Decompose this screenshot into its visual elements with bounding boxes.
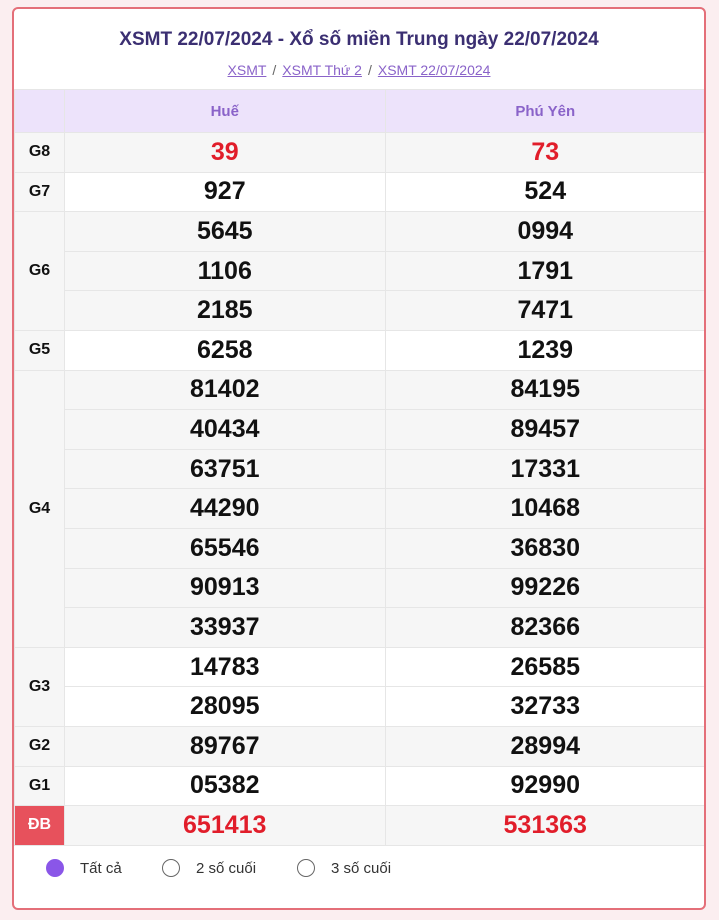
prize-row: [15, 806, 706, 846]
prize-label: G2: [15, 726, 65, 766]
prize-number-phuyen: 84195: [385, 370, 706, 410]
prize-number-phuyen: 82366: [385, 608, 706, 648]
prize-row: [15, 568, 706, 608]
prize-number-hue: 90913: [65, 568, 386, 608]
breadcrumb: [14, 62, 704, 78]
prize-number-phuyen: 36830: [385, 528, 706, 568]
prize-label: G8: [15, 133, 65, 173]
prize-row: [15, 212, 706, 252]
prize-number-hue: 2185: [65, 291, 386, 331]
prize-number-hue: 39: [65, 133, 386, 173]
results-card: [12, 7, 706, 910]
header-corner: [15, 90, 65, 133]
prize-row: [15, 370, 706, 410]
prize-number-phuyen: 0994: [385, 212, 706, 252]
breadcrumb-xsmt[interactable]: XSMT: [227, 62, 267, 78]
prize-row: [15, 687, 706, 727]
option-last-3[interactable]: [297, 859, 391, 877]
prize-row: [15, 251, 706, 291]
prize-row: [15, 489, 706, 529]
results-table: [14, 89, 706, 846]
column-header-phu-yen: Phú Yên: [385, 90, 706, 133]
radio-last-2[interactable]: [162, 859, 180, 877]
prize-number-phuyen: 1239: [385, 330, 706, 370]
prize-number-hue: 14783: [65, 647, 386, 687]
prize-number-hue: 05382: [65, 766, 386, 806]
prize-row: [15, 172, 706, 212]
breadcrumb-separator: /: [367, 62, 372, 78]
prize-number-hue: 89767: [65, 726, 386, 766]
display-options: [14, 851, 704, 891]
prize-number-hue: 63751: [65, 449, 386, 489]
prize-number-hue: 5645: [65, 212, 386, 252]
prize-row: [15, 133, 706, 173]
prize-number-hue: 1106: [65, 251, 386, 291]
radio-all[interactable]: [46, 859, 64, 877]
prize-number-phuyen: 524: [385, 172, 706, 212]
prize-row: [15, 647, 706, 687]
prize-row: [15, 528, 706, 568]
prize-number-hue: 651413: [65, 806, 386, 846]
prize-label: G6: [15, 212, 65, 331]
prize-number-hue: 40434: [65, 410, 386, 450]
prize-row: [15, 330, 706, 370]
prize-row: [15, 449, 706, 489]
prize-number-phuyen: 92990: [385, 766, 706, 806]
prize-row: [15, 766, 706, 806]
prize-number-phuyen: 7471: [385, 291, 706, 331]
prize-row: [15, 608, 706, 648]
option-last-2[interactable]: [162, 859, 256, 877]
column-header-hue: Huế: [65, 90, 386, 133]
prize-number-phuyen: 99226: [385, 568, 706, 608]
prize-number-phuyen: 531363: [385, 806, 706, 846]
prize-label: G3: [15, 647, 65, 726]
prize-label: G4: [15, 370, 65, 647]
prize-number-phuyen: 10468: [385, 489, 706, 529]
prize-number-phuyen: 26585: [385, 647, 706, 687]
prize-label: G7: [15, 172, 65, 212]
breadcrumb-xsmt-thu-2[interactable]: XSMT Thứ 2: [282, 62, 362, 78]
prize-row: [15, 410, 706, 450]
prize-row: [15, 726, 706, 766]
option-last-3-label: 3 số cuối: [331, 859, 392, 877]
prize-number-phuyen: 28994: [385, 726, 706, 766]
page-title: XSMT 22/07/2024 - Xổ số miền Trung ngày 22/07/2024: [119, 29, 599, 50]
prize-label: ĐB: [15, 806, 65, 846]
prize-number-phuyen: 17331: [385, 449, 706, 489]
prize-label: G1: [15, 766, 65, 806]
prize-label: G5: [15, 330, 65, 370]
option-all-label: Tất cả: [80, 859, 122, 877]
option-all[interactable]: [46, 859, 122, 877]
prize-number-phuyen: 1791: [385, 251, 706, 291]
prize-row: [15, 291, 706, 331]
prize-number-hue: 6258: [65, 330, 386, 370]
prize-number-phuyen: 89457: [385, 410, 706, 450]
prize-number-hue: 65546: [65, 528, 386, 568]
breadcrumb-separator: /: [272, 62, 277, 78]
prize-number-phuyen: 73: [385, 133, 706, 173]
prize-number-hue: 44290: [65, 489, 386, 529]
prize-number-hue: 28095: [65, 687, 386, 727]
prize-number-phuyen: 32733: [385, 687, 706, 727]
prize-number-hue: 33937: [65, 608, 386, 648]
option-last-2-label: 2 số cuối: [196, 859, 257, 877]
breadcrumb-xsmt-date[interactable]: XSMT 22/07/2024: [377, 62, 491, 78]
prize-number-hue: 927: [65, 172, 386, 212]
radio-last-3[interactable]: [297, 859, 315, 877]
prize-number-hue: 81402: [65, 370, 386, 410]
